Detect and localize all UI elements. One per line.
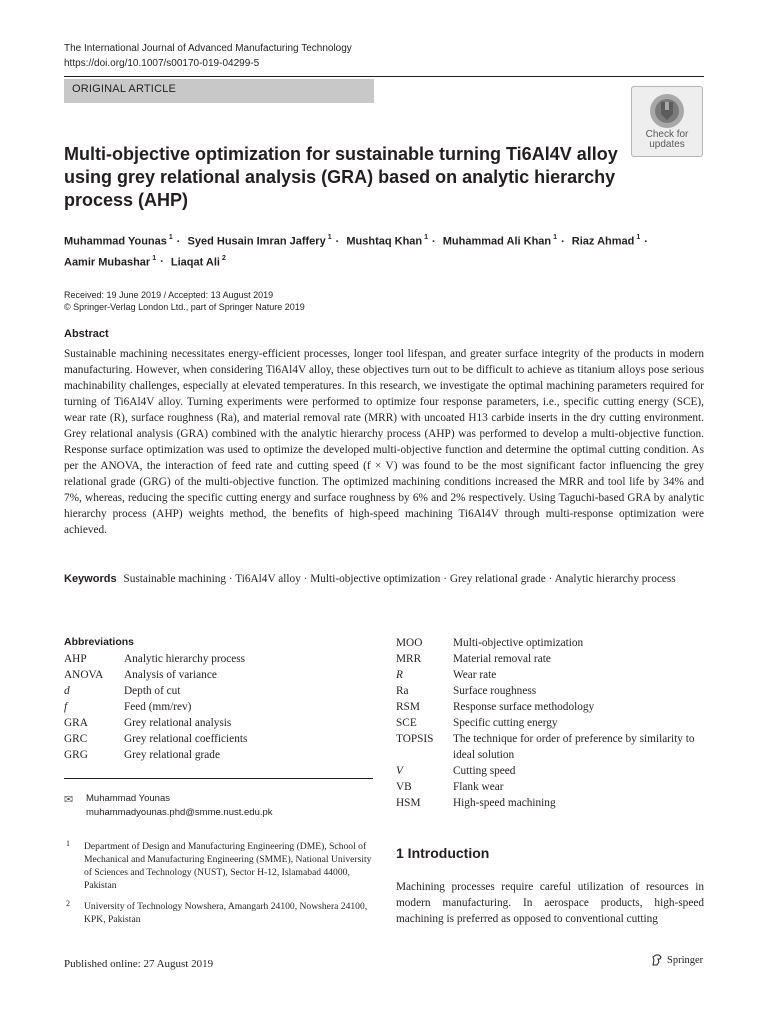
abbreviation-row — [396, 779, 696, 795]
abbreviations-heading: Abbreviations — [64, 636, 135, 648]
published-date: Published online: 27 August 2019 — [64, 958, 214, 970]
journal-name: The International Journal of Advanced Manufacturing Technology — [64, 43, 352, 54]
abbreviation-definition: Grey relational analysis — [124, 717, 232, 729]
abbreviation-row — [396, 763, 696, 779]
abbreviation-row — [64, 715, 247, 731]
author-name[interactable]: Muhammad Younas — [64, 235, 167, 248]
check-updates-label: Check for updates — [645, 129, 689, 150]
abbreviation-row — [396, 699, 696, 715]
abbreviation-definition: Analytic hierarchy process — [124, 653, 246, 665]
check-for-updates-badge[interactable] — [631, 86, 703, 157]
author-affiliation: 1 — [168, 234, 173, 241]
check-updates-icon — [648, 92, 686, 130]
abbreviation-row — [396, 683, 696, 699]
abbreviation-definition: Material removal rate — [453, 653, 551, 665]
author-name[interactable]: Syed Husain Imran Jaffery — [187, 235, 326, 248]
author-affiliation: 2 — [221, 254, 226, 262]
abbreviation-definition: Flank wear — [453, 781, 504, 793]
abbreviation-term: AHP — [64, 653, 87, 665]
introduction-text: Machining processes require careful utilization of resources in modern manufacturing. In aerospace products, high-speed machining is preferred as opposed to conventional cutting — [396, 881, 704, 925]
introduction-heading: 1 Introduction — [396, 845, 490, 861]
abbreviation-term: Ra — [396, 685, 409, 697]
abbreviation-term: GRA — [64, 717, 88, 729]
author-affiliation: 1 — [424, 234, 429, 241]
abbreviation-row — [396, 635, 696, 651]
author-name[interactable]: Aamir Mubashar — [64, 256, 151, 269]
abbreviation-term: R — [396, 669, 403, 681]
publisher-logo — [650, 953, 703, 967]
abbreviation-term: MRR — [396, 653, 422, 665]
abbreviations-table-left — [64, 651, 247, 763]
affiliation-number: 2 — [66, 899, 70, 908]
author-name[interactable]: Riaz Ahmad — [571, 235, 635, 248]
envelope-icon: ✉ — [64, 793, 74, 806]
abbreviations-table-right — [396, 635, 696, 811]
keywords-section — [64, 571, 704, 587]
abbreviation-term: ANOVA — [64, 669, 104, 681]
abstract-heading: Abstract — [64, 328, 109, 340]
abbreviation-row — [396, 731, 696, 763]
abbreviation-row — [396, 715, 696, 731]
abbreviation-definition: Depth of cut — [124, 685, 181, 697]
abbreviation-term: GRC — [64, 733, 88, 745]
doi-link[interactable]: https://doi.org/10.1007/s00170-019-04299-5 — [64, 58, 260, 69]
abbreviation-definition: Multi-objective optimization — [453, 637, 584, 649]
footnote-rule — [64, 778, 373, 779]
affiliation-text: University of Technology Nowshera, Amangarh 24100, Nowshera 24100, KPK, Pakistan — [84, 901, 368, 925]
keywords-text: Sustainable machining · Ti6Al4V alloy · Multi-objective optimization · Grey relational grade · Analytic hierarchy process — [123, 573, 676, 585]
author-name[interactable]: Liaqat Ali — [170, 256, 220, 269]
abbreviation-row — [64, 731, 247, 747]
abbreviation-term: HSM — [396, 797, 421, 809]
abbreviation-row — [64, 667, 247, 683]
abbreviation-row — [64, 747, 247, 763]
author-list: Muhammad Younas $^1$ · Syed Husain Imran Jaffery $^1$ · Mushtaq Khan $^1$ · Muhammad Ali Khan $^1$ · Riaz Ahmad $^1$ · Aamir Mubashar $^1$ · Liaqat Ali $^2$ — [64, 234, 648, 269]
abbreviation-definition: Feed (mm/rev) — [124, 701, 192, 713]
abbreviation-term: VB — [396, 781, 412, 793]
abbreviation-term: d — [64, 685, 70, 697]
paper-title: Multi-objective optimization for sustainable turning Ti6Al4V alloy using grey relational analysis (GRA) based on analytic hierarchy process (AHP) — [64, 144, 618, 210]
copyright-line: © Springer-Verlag London Ltd., part of Springer Nature 2019 — [64, 302, 305, 312]
publisher-name: Springer — [667, 954, 704, 966]
article-type-banner: ORIGINAL ARTICLE — [64, 79, 374, 103]
affiliation-text: Department of Design and Manufacturing Engineering (DME), School of Mechanical and Manufacturing Engineering (SMME), National University of Sciences and Technology (NUST), Sector H-12, Islamabad 44000, Pakistan — [84, 841, 372, 891]
author-affiliation: 1 — [553, 234, 558, 241]
springer-horse-icon — [650, 953, 664, 967]
abbreviation-definition: Wear rate — [453, 669, 497, 681]
corresponding-author-name: Muhammad Younas — [86, 793, 170, 804]
abbreviation-term: f — [64, 701, 68, 713]
author-affiliation: 1 — [327, 234, 332, 241]
received-dates: Received: 19 June 2019 / Accepted: 13 August 2019 — [64, 290, 274, 300]
abbreviation-term: V — [396, 765, 403, 777]
abbreviation-row — [64, 699, 247, 715]
abbreviation-row — [396, 667, 696, 683]
abstract-text: Sustainable machining necessitates energy-efficient processes, longer tool lifespan, and greater surface integrity of the products in modern manufacturing. However, when considering Ti6Al4V alloy, these objectives turn out to be difficult to achieve as titanium alloys pose serious machinability challenges, especially at elevated temperatures. In this research, we investigate the optimal machining parameters required for turning of Ti6Al4V alloy. Turning experiments were performed to optimize four response parameters, i.e., specific cutting energy (SCE), wear rate (R), surface roughness (Ra), and material removal rate (MRR) with uncoated H13 carbide inserts in the dry cutting environment. Grey relational analysis (GRA) combined with the analytic hierarchy process (AHP) was performed to develop a multi-objective function. Response surface optimization was used to optimize the developed multi-objective function and determine the optimal cutting condition. As per the ANOVA, the interaction of feed rate and cutting speed (f × V) was found to be the most significant factor influencing the grey relational grade (GRG) of the multi-objective function. The optimized machining conditions increased the MRR and tool life by 34% and 7%, whereas, reducing the specific cutting energy and surface roughness by 6% and 2% respectively. Using Taguchi-based GRA by analytic hierarchy process (AHP) weights method, the benefits of high-speed machining Ti6Al4V through multi-response optimization were achieved. — [64, 348, 704, 536]
keywords-label: Keywords — [64, 573, 117, 585]
abbreviation-term: SCE — [396, 717, 417, 729]
abbreviation-definition: High-speed machining — [453, 797, 556, 809]
affiliation-number: 1 — [66, 839, 70, 848]
abbreviation-term: GRG — [64, 749, 88, 761]
header-rule — [64, 76, 704, 77]
abbreviation-term: MOO — [396, 637, 423, 649]
author-name[interactable]: Mushtaq Khan — [346, 235, 423, 248]
author-affiliation: 1 — [636, 234, 641, 241]
abbreviation-term: TOPSIS — [396, 733, 434, 745]
abbreviation-row — [64, 683, 247, 699]
abbreviation-definition: Cutting speed — [453, 765, 516, 777]
corresponding-author-email[interactable]: muhammadyounas.phd@smme.nust.edu.pk — [86, 807, 273, 818]
abbreviation-definition: Analysis of variance — [124, 669, 217, 681]
abbreviation-definition: Grey relational coefficients — [124, 733, 248, 745]
abbreviation-definition: Grey relational grade — [124, 749, 220, 761]
abbreviation-definition: Response surface methodology — [453, 701, 595, 713]
author-affiliation: 1 — [152, 254, 157, 262]
abbreviation-definition: Specific cutting energy — [453, 717, 558, 729]
abbreviation-row — [396, 651, 696, 667]
abbreviation-row — [64, 651, 247, 667]
abbreviation-row — [396, 795, 696, 811]
journal-header — [64, 41, 352, 71]
abbreviation-term: RSM — [396, 701, 420, 713]
author-name[interactable]: Muhammad Ali Khan — [442, 235, 552, 248]
abbreviation-definition: The technique for order of preference by similarity to ideal solution — [453, 733, 695, 761]
abbreviation-definition: Surface roughness — [453, 685, 537, 697]
